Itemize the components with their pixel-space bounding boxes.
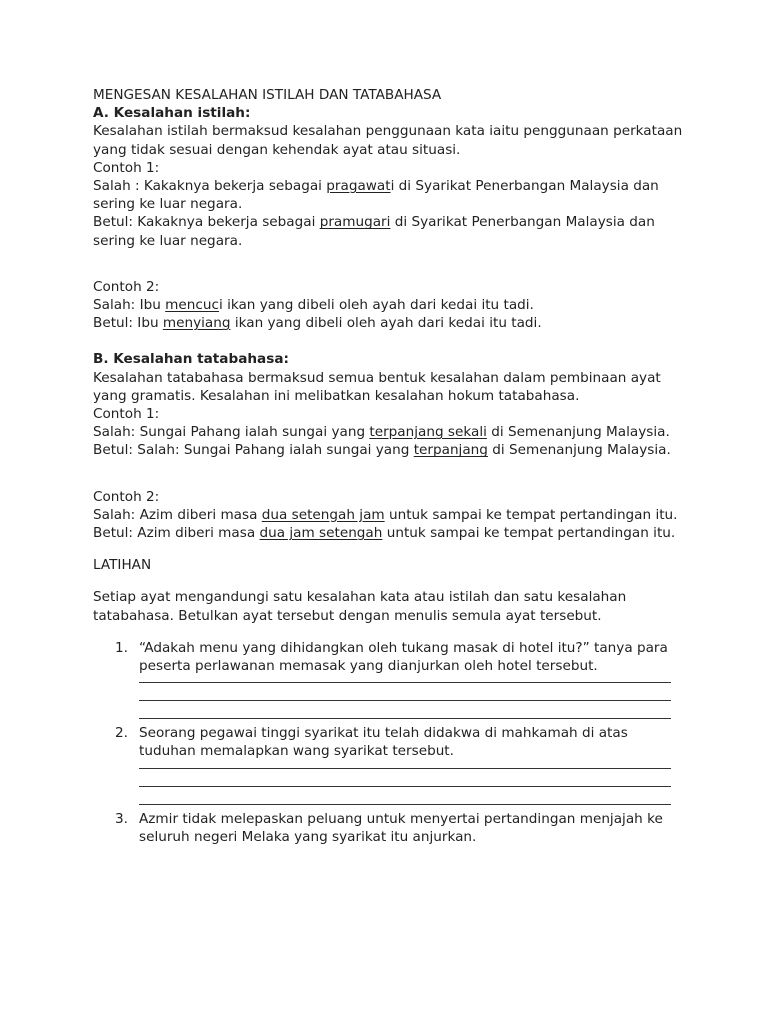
- exercise-item: [93, 724, 683, 804]
- exercise-item: [93, 639, 683, 719]
- answer-line[interactable]: [139, 761, 671, 769]
- exercise-text: “Adakah menu yang dihidangkan oleh tukang masak di hotel itu?” tanya para peserta perlawanan memasak yang dianjurkan oleh hotel tersebut.: [139, 639, 668, 675]
- section-b-definition: Kesalahan tatabahasa bermaksud semua bentuk kesalahan dalam pembinaan ayat yang gramatis. Kesalahan ini melibatkan kesalahan hokum tatabahasa.: [93, 369, 661, 404]
- correct-term: menyiang: [162, 315, 231, 332]
- correct-term: dua jam setengah: [259, 525, 383, 542]
- answer-line[interactable]: [139, 787, 671, 805]
- latihan-instruction: Setiap ayat mengandungi satu kesalahan kata atau istilah dan satu kesalahan tatabahasa. Betulkan ayat tersebut dengan menulis semula ayat tersebut.: [93, 589, 627, 624]
- answer-line[interactable]: [139, 701, 671, 719]
- section-b-heading: B. Kesalahan tatabahasa:: [93, 351, 289, 368]
- section-b-example-2-label: Contoh 2:: [93, 488, 160, 505]
- section-a-definition: Kesalahan istilah bermaksud kesalahan penggunaan kata iaitu penggunaan perkataan yang tidak sesuai dengan kehendak ayat atau situasi.: [93, 123, 683, 158]
- document-body: [93, 86, 683, 846]
- section-a-example-2-right: Betul: Ibu menyiang ikan yang dibeli oleh ayah dari kedai itu tadi.: [93, 315, 542, 332]
- exercise-number: 3.: [115, 810, 128, 827]
- answer-line[interactable]: [139, 683, 671, 701]
- correct-term: pramugari: [319, 214, 391, 231]
- section-a-heading: A. Kesalahan istilah:: [93, 105, 251, 122]
- exercise-number: 2.: [115, 725, 128, 742]
- error-term: pragawat: [326, 178, 391, 195]
- error-term: mencuc: [165, 297, 219, 314]
- exercise-text: Seorang pegawai tinggi syarikat itu telah didakwa di mahkamah di atas tuduhan memalapkan wang syarikat tersebut.: [139, 725, 628, 760]
- exercise-list: [93, 639, 683, 846]
- error-term: terpanjang sekali: [369, 424, 487, 441]
- section-a-example-1-right: Betul: Kakaknya bekerja sebagai pramugari di Syarikat Penerbangan Malaysia dan sering ke luar negara.: [93, 214, 655, 249]
- section-b-example-1-right: Betul: Salah: Sungai Pahang ialah sungai yang terpanjang di Semenanjung Malaysia.: [93, 442, 671, 459]
- section-a-example-1-label: Contoh 1:: [93, 159, 160, 176]
- exercise-text: Azmir tidak melepaskan peluang untuk menyertai pertandingan menjajah ke seluruh negeri Melaka yang syarikat itu anjurkan.: [139, 810, 663, 845]
- correct-term: terpanjang: [413, 442, 488, 459]
- section-a-example-1-wrong: Salah : Kakaknya bekerja sebagai pragawati di Syarikat Penerbangan Malaysia dan sering ke luar negara.: [93, 178, 659, 213]
- section-b-example-2-wrong: Salah: Azim diberi masa dua setengah jam untuk sampai ke tempat pertandingan itu.: [93, 506, 678, 523]
- error-term: dua setengah jam: [261, 506, 385, 523]
- latihan-heading: LATIHAN: [93, 557, 152, 574]
- exercise-number: 1.: [115, 639, 128, 656]
- document-title: MENGESAN KESALAHAN ISTILAH DAN TATABAHASA: [93, 87, 442, 103]
- section-a-example-2-label: Contoh 2:: [93, 278, 160, 295]
- exercise-item: [93, 810, 683, 846]
- section-b-example-2-right: Betul: Azim diberi masa dua jam setengah untuk sampai ke tempat pertandingan itu.: [93, 525, 676, 542]
- section-b-example-1-wrong: Salah: Sungai Pahang ialah sungai yang terpanjang sekali di Semenanjung Malaysia.: [93, 424, 670, 441]
- answer-line[interactable]: [139, 769, 671, 787]
- answer-line[interactable]: [139, 675, 671, 683]
- section-a-example-2-wrong: Salah: Ibu mencuci ikan yang dibeli oleh ayah dari kedai itu tadi.: [93, 297, 534, 314]
- section-b-example-1-label: Contoh 1:: [93, 406, 160, 423]
